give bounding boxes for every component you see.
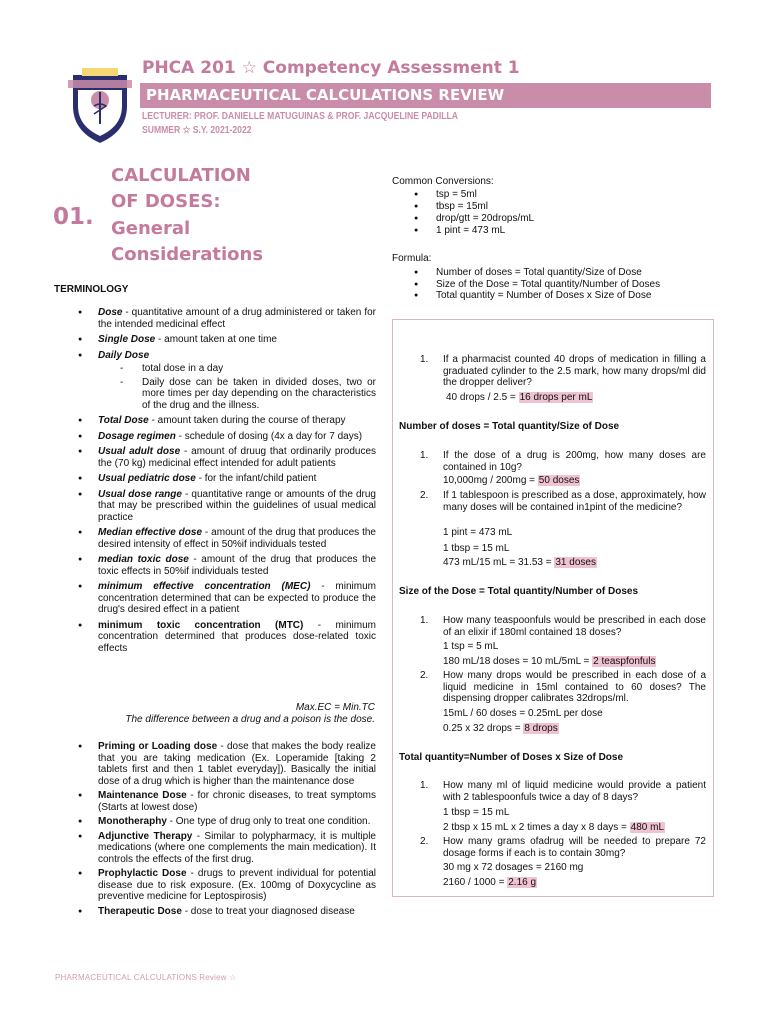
- sub-item: - Daily dose can be taken in divided doses, two or more times per day depending on the characteristics of the drug and the illness.: [98, 377, 376, 412]
- term: Single Dose: [98, 334, 156, 345]
- example-answer-line: 1 pint = 473 mL: [443, 527, 513, 538]
- conversions-list: [392, 189, 534, 237]
- question-text: How many ml of liquid medicine would provide a patient with 2 tablespoonfuls twice a day of 8 days?: [443, 780, 706, 803]
- definition: - schedule of dosing (4x a day for 7 days): [175, 430, 363, 442]
- definition: - drugs to prevent individual for potential disease due to risk exposure. (Ex. 100mg of Doxycycline as preventive medicine for Leptospirosis): [98, 868, 376, 902]
- answer-highlight: 2.16 g: [508, 877, 537, 888]
- term: Dosage regimen: [98, 430, 176, 442]
- example-answer: [443, 877, 537, 889]
- example-question: [420, 615, 706, 638]
- term: Dose: [98, 307, 123, 318]
- answer-work: 473 mL/15 mL = 31.53 =: [443, 557, 555, 568]
- list-item: [78, 620, 376, 655]
- definition: - amount taken during the course of therapy: [148, 415, 346, 426]
- question-text: If 1 tablespoon is prescribed as a dose, approximately, how many doses will be contained in1pint of the medicine?: [443, 490, 706, 513]
- list-item: [78, 489, 376, 524]
- list-item: [78, 527, 376, 550]
- banner-title: PHARMACEUTICAL CALCULATIONS REVIEW: [146, 86, 505, 104]
- example-question: [420, 490, 706, 513]
- question-text: If a pharmacist counted 40 drops of medication in filling a graduated cylinder to the 2.5 mark, how many drops/ml did the dropper deliver?: [443, 354, 706, 388]
- term: Usual dose range: [98, 488, 182, 500]
- example-answer-line: 1 tsp = 5 mL: [443, 641, 499, 652]
- question-number: 1.: [420, 780, 429, 791]
- answer-work: 2 tbsp x 15 mL x 2 times a day x 8 days =: [443, 822, 630, 833]
- definition: - amount taken at one time: [155, 334, 277, 345]
- answer-highlight: 2 teaspfonfuls: [593, 656, 656, 667]
- term-line: SUMMER ☆ S.Y. 2021-2022: [142, 125, 252, 136]
- question-number: 2.: [420, 836, 429, 847]
- term: median toxic dose: [98, 554, 189, 565]
- answer-highlight: 16 drops per mL: [519, 392, 593, 403]
- example-answer: [443, 557, 597, 569]
- question-number: 1.: [420, 450, 429, 461]
- question-text: How many drops would be prescribed in each dose of a liquid medicine in 15ml contained to 60 doses? The dispensing dropper calibrates 32drops/ml.: [443, 670, 706, 704]
- subsection-heading: Number of doses = Total quantity/Size of Dose: [399, 421, 620, 432]
- list-item: ● tbsp = 15ml: [392, 201, 534, 213]
- example-question: [420, 354, 706, 389]
- term: Daily Dose: [98, 349, 150, 361]
- example-question: [420, 780, 706, 803]
- subsection-heading: Size of the Dose = Total quantity/Number of Doses: [399, 586, 639, 597]
- subsection-heading: Total quantity=Number of Doses x Size of Dose: [399, 752, 624, 763]
- section-title-line-4: Considerations: [111, 244, 264, 265]
- section-number: 01.: [53, 204, 94, 230]
- sub-item: - total dose in a day: [98, 363, 376, 375]
- question-number: 2.: [420, 670, 429, 681]
- terminology-list-2: [78, 741, 376, 920]
- term: Median effective dose: [98, 527, 203, 538]
- term: Maintenance Dose: [98, 790, 187, 801]
- list-item: ● Number of doses = Total quantity/Size of Dose: [392, 267, 660, 279]
- question-text: How many grams ofadrug will be needed to prepare 72 dosage forms if each is to contain 30mg?: [443, 836, 706, 859]
- formula-caption: The difference between a drug and a poison is the dose.: [125, 714, 375, 725]
- example-answer: [443, 475, 580, 487]
- formula-heading: Formula:: [392, 253, 432, 264]
- definition: - minimum concentration determined that can be expected to produce the drug's desired effect in a patient: [98, 581, 376, 615]
- list-item: ● drop/gtt = 20drops/mL: [392, 213, 534, 225]
- list-item: [78, 868, 376, 903]
- course-title: PHCA 201 ☆ Competency Assessment 1: [142, 58, 520, 78]
- example-answer: [443, 656, 656, 668]
- answer-highlight: 31 doses: [555, 557, 596, 568]
- question-number: 2.: [420, 490, 429, 501]
- definition: - quantitative amount of a drug administered or taken for the intended medicinal effect: [98, 307, 376, 330]
- example-answer-line: 1 tbsp = 15 mL: [443, 807, 510, 818]
- example-question: [420, 670, 706, 705]
- example-answer: [443, 723, 559, 735]
- example-question: [420, 450, 706, 473]
- term: Total Dose: [98, 415, 149, 426]
- term: Monotheraphy: [98, 816, 167, 827]
- list-item: [78, 334, 376, 346]
- definition: - minimum concentration determined that produces dose-related toxic effects: [98, 619, 376, 654]
- list-item: ● tsp = 5ml: [392, 189, 534, 201]
- term: Prophylactic Dose: [98, 868, 187, 879]
- title-banner: [140, 83, 711, 108]
- list-item: [78, 906, 376, 918]
- formula-line: Max.EC = Min.TC: [295, 702, 375, 713]
- list-item: [78, 741, 376, 787]
- terminology-heading: TERMINOLOGY: [54, 284, 129, 295]
- conversions-heading: Common Conversions:: [392, 176, 494, 187]
- definition: - for the infant/child patient: [195, 473, 317, 484]
- question-number: 1.: [420, 354, 429, 365]
- answer-work: 10,000mg / 200mg =: [443, 475, 538, 486]
- formula-note: [95, 702, 375, 726]
- section-title-line-3: General: [111, 218, 191, 239]
- answer-highlight: 480 mL: [630, 822, 665, 833]
- definition: - for chronic diseases, to treat symptoms (Starts at lowest dose): [98, 790, 377, 813]
- term: Priming or Loading dose: [98, 741, 218, 752]
- list-item: [78, 790, 376, 813]
- example-question: [420, 836, 706, 859]
- term: Adjunctive Therapy: [98, 830, 193, 842]
- list-item: [78, 554, 376, 577]
- list-item: [78, 816, 376, 828]
- term: Usual pediatric dose: [98, 473, 196, 484]
- list-item: [78, 581, 376, 616]
- answer-work: 0.25 x 32 drops =: [443, 723, 524, 734]
- formula-list: [392, 267, 660, 302]
- lecturer-line: LECTURER: PROF. DANIELLE MATUGUINAS & PROF. JACQUELINE PADILLA: [142, 111, 458, 122]
- definition: - amount of druug that ordinarily produces the (70 kg) medicinal effect intended for adult patients: [98, 446, 377, 469]
- examples-box: [392, 319, 714, 897]
- list-item: [78, 307, 376, 330]
- university-seal-logo: [68, 66, 132, 146]
- definition: - dose to treat your diagnosed disease: [181, 905, 355, 917]
- question-text: If the dose of a drug is 200mg, how many doses are contained in 10g?: [443, 450, 706, 473]
- definition: - One type of drug only to treat one condition.: [166, 816, 371, 827]
- example-answer-line: 15mL / 60 doses = 0.25mL per dose: [443, 708, 603, 719]
- definition: - amount of the drug that produces the desired intensity of effect in 50%if individuals tested: [98, 527, 376, 550]
- answer-work: 40 drops / 2.5 =: [446, 392, 519, 403]
- list-item: [78, 431, 376, 443]
- definition: - amount of the drug that produces the toxic effects in 50%if individuals tested: [98, 554, 377, 577]
- question-text: How many teaspoonfuls would be prescribed in each dose of an elixir if 180ml contained 18 doses?: [443, 615, 706, 638]
- list-item: [78, 415, 376, 427]
- answer-work: 180 mL/18 doses = 10 mL/5mL =: [443, 656, 593, 667]
- example-answer-line: 30 mg x 72 dosages = 2160 mg: [443, 862, 584, 873]
- answer-work: 2160 / 1000 =: [443, 877, 508, 888]
- definition: - quantitative range or amounts of the drug that may be prescribed within the guidelines of usual medical practice: [98, 488, 376, 523]
- example-answer: [446, 392, 593, 404]
- definition: - dose that makes the body realize that you are taking medication (Ex. Loperamide [taking 2 tablets first and then 1 tablet everyday]). Basically the initial dose of a drug which is higher than the maintenance dose: [98, 741, 376, 787]
- question-number: 1.: [420, 615, 429, 626]
- term: minimum toxic concentration (MTC): [98, 619, 304, 631]
- definition: - Similar to polypharmacy, it is multiple medications (where one complements the main medication). It controls the effects of the first drug.: [98, 830, 376, 865]
- list-item: ● 1 pint = 473 mL: [392, 225, 534, 237]
- term: Therapeutic Dose: [98, 905, 182, 917]
- list-item: [78, 473, 376, 485]
- example-answer: [443, 822, 665, 834]
- example-answer-line: 1 tbsp = 15 mL: [443, 543, 510, 554]
- answer-highlight: 50 doses: [538, 475, 580, 486]
- section-title-line-2: OF DOSES:: [111, 191, 221, 212]
- section-title-line-1: CALCULATION: [111, 165, 251, 186]
- answer-highlight: 8 drops: [524, 723, 558, 734]
- list-item: ● Size of the Dose = Total quantity/Number of Doses: [392, 279, 660, 291]
- terminology-list: [78, 307, 376, 658]
- term: Usual adult dose: [98, 446, 181, 457]
- list-item: ● Total quantity = Number of Doses x Size of Dose: [392, 290, 660, 302]
- list-item: [78, 350, 376, 412]
- list-item: [78, 831, 376, 866]
- page-footer: PHARMACEUTICAL CALCULATIONS Review ☆: [55, 973, 237, 982]
- list-item: [78, 446, 376, 469]
- term: minimum effective concentration (MEC): [98, 581, 311, 592]
